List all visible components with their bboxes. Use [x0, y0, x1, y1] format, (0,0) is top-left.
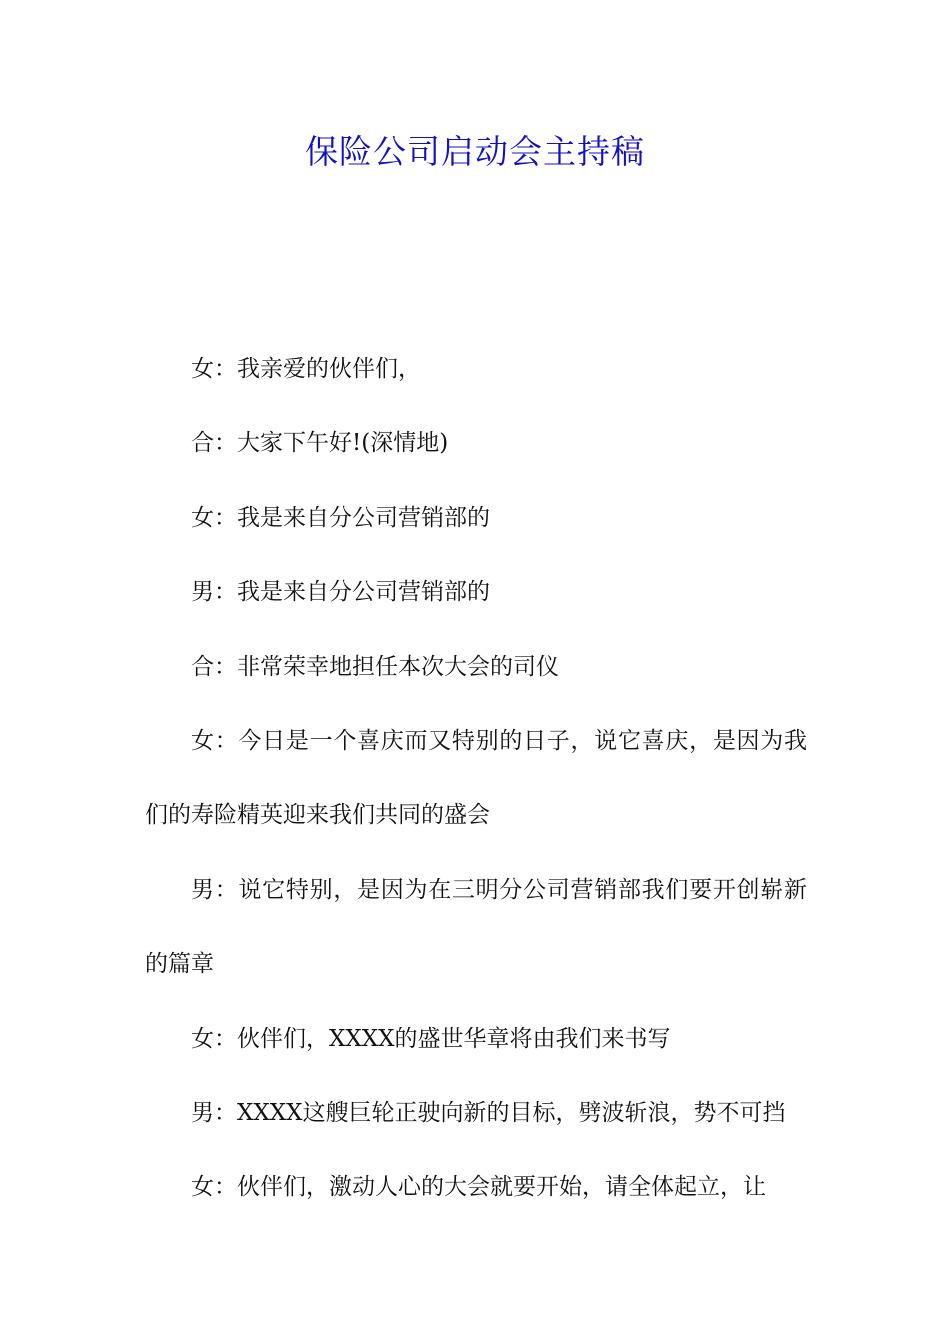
document-body — [145, 332, 807, 1225]
paragraph: 女：我是来自分公司营销部的 — [191, 504, 490, 531]
paragraph: 男：我是来自分公司营销部的 — [191, 579, 490, 606]
paragraph: 女：我亲爱的伙伴们， — [191, 356, 421, 382]
paragraph: 女：伙伴们，XXXX的盛世华章将由我们来书写 — [191, 1025, 671, 1052]
document-title: 保险公司启动会主持稿 — [305, 132, 645, 171]
paragraph: 男：说它特别，是因为在三明分公司营销部我们要开创崭新的篇章 — [145, 876, 807, 978]
paragraph: 男：XXXX这艘巨轮正驶向新的目标，劈波斩浪，势不可挡 — [191, 1100, 786, 1127]
paragraph: 女：伙伴们，激动人心的大会就要开始，请全体起立，让 — [191, 1174, 766, 1201]
paragraph: 合：非常荣幸地担任本次大会的司仪 — [191, 653, 559, 680]
paragraph: 合：大家下午好!(深情地) — [191, 430, 449, 457]
paragraph: 女：今日是一个喜庆而又特别的日子，说它喜庆，是因为我们的寿险精英迎来我们共同的盛会 — [145, 728, 807, 829]
